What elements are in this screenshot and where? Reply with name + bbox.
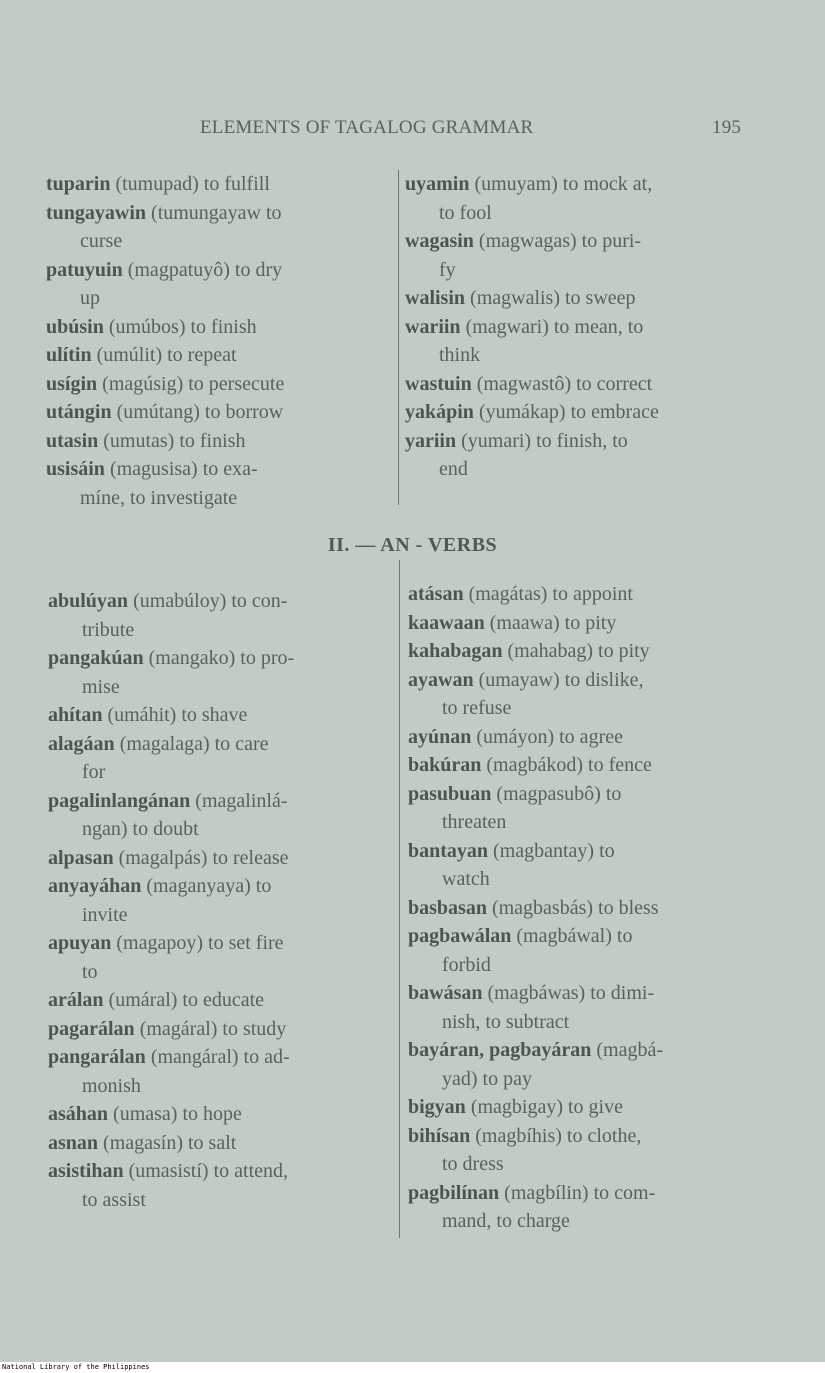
entry-line bbox=[405, 370, 765, 399]
entry-line bbox=[46, 199, 391, 228]
entry-line bbox=[48, 1100, 393, 1129]
entry-text: to bbox=[82, 960, 98, 983]
entry-text: to assist bbox=[82, 1188, 146, 1211]
entry-text: (umutas) to finish bbox=[98, 429, 246, 452]
headword: basbasan bbox=[408, 896, 487, 919]
entry-line bbox=[48, 1157, 393, 1186]
entry-text: (yumari) to finish, to bbox=[456, 429, 628, 452]
bottom-right-column bbox=[408, 580, 768, 1236]
entry-text: (maganyaya) to bbox=[141, 875, 272, 897]
entry-continuation-line bbox=[46, 284, 391, 313]
headword: bawásan bbox=[408, 982, 483, 1004]
entry-text: (magwalis) to sweep bbox=[465, 287, 636, 309]
entry-text: to refuse bbox=[442, 697, 512, 719]
entry-text: (magalaga) to care bbox=[114, 732, 269, 755]
entry-text: (magusisa) to exa- bbox=[104, 458, 258, 480]
headword: utángin bbox=[46, 401, 112, 423]
entry-text: (mangáral) to ad- bbox=[145, 1046, 290, 1068]
headword: pagbilínan bbox=[408, 1181, 500, 1204]
headword: bantayan bbox=[408, 839, 489, 862]
entry-text: (tumupad) to fulfill bbox=[110, 173, 270, 195]
entry-text: mise bbox=[82, 675, 120, 698]
entry-text: (magalpás) to release bbox=[113, 846, 289, 869]
entry-text: (magpasubô) to bbox=[491, 782, 622, 805]
entry-continuation-line bbox=[408, 694, 768, 723]
headword: usígin bbox=[46, 372, 98, 395]
entry-continuation-line bbox=[408, 1008, 768, 1037]
entry-line bbox=[46, 398, 391, 427]
entry-line bbox=[408, 751, 768, 780]
headword: alpasan bbox=[48, 846, 114, 869]
headword: ahítan bbox=[48, 704, 103, 726]
entry-text: yad) to pay bbox=[442, 1067, 532, 1090]
entry-text: fy bbox=[439, 258, 456, 281]
headword: kahabagan bbox=[408, 640, 503, 662]
running-title: ELEMENTS OF TAGALOG GRAMMAR bbox=[200, 117, 534, 138]
entry-text: nish, to subtract bbox=[442, 1010, 570, 1033]
headword: bihísan bbox=[408, 1124, 471, 1147]
headword: bayáran, pagbayáran bbox=[408, 1039, 592, 1061]
entry-line bbox=[408, 1036, 768, 1065]
headword: abulúyan bbox=[48, 590, 129, 612]
headword: pasubuan bbox=[408, 782, 492, 805]
entry-text: (magátas) to appoint bbox=[463, 583, 633, 605]
entry-continuation-line bbox=[48, 815, 393, 844]
entry-line bbox=[408, 1093, 768, 1122]
headword: wastuin bbox=[405, 372, 472, 395]
entry-text: (umúbos) to finish bbox=[103, 315, 257, 338]
entry-continuation-line bbox=[408, 1150, 768, 1179]
entry-continuation-line bbox=[46, 227, 391, 256]
entry-line bbox=[46, 170, 391, 199]
entry-text: (magapoy) to set fire bbox=[111, 932, 284, 954]
headword: arálan bbox=[48, 989, 104, 1011]
headword: pagalinlangánan bbox=[48, 789, 191, 812]
entry-text: (magbílin) to com- bbox=[499, 1181, 656, 1204]
entry-text: (magbáwas) to dimi- bbox=[482, 982, 655, 1004]
headword: wagasin bbox=[405, 230, 474, 252]
entry-text: for bbox=[82, 761, 106, 783]
headword: ubúsin bbox=[46, 315, 104, 338]
entry-text: end bbox=[439, 458, 468, 480]
headword: alagáan bbox=[48, 732, 115, 755]
entry-line bbox=[48, 1129, 393, 1158]
running-header bbox=[0, 112, 825, 142]
entry-continuation-line bbox=[408, 951, 768, 980]
entry-text: (magbá- bbox=[591, 1039, 664, 1061]
entry-line bbox=[405, 227, 765, 256]
entry-text: (magbasbás) to bless bbox=[486, 896, 659, 919]
entry-continuation-line bbox=[405, 455, 765, 484]
entry-continuation-line bbox=[48, 673, 393, 702]
entry-text: (umayaw) to dislike, bbox=[473, 668, 644, 691]
entry-line bbox=[408, 922, 768, 951]
entry-line bbox=[46, 427, 391, 456]
entry-line bbox=[408, 894, 768, 923]
entry-line bbox=[405, 398, 765, 427]
entry-line bbox=[48, 929, 393, 958]
entry-text: (umáyon) to agree bbox=[471, 725, 623, 748]
entry-text: curse bbox=[80, 230, 123, 252]
headword: tungayawin bbox=[46, 201, 147, 224]
entry-line bbox=[48, 587, 393, 616]
entry-text: (magbáwal) to bbox=[511, 925, 633, 947]
headword: yakápin bbox=[405, 401, 474, 423]
bottom-left-column bbox=[48, 587, 393, 1214]
headword: yariin bbox=[405, 429, 457, 452]
entry-line bbox=[405, 427, 765, 456]
entry-text: monish bbox=[82, 1074, 141, 1097]
headword: ayawan bbox=[408, 668, 474, 691]
entry-text: threaten bbox=[442, 811, 507, 833]
headword: ayúnan bbox=[408, 725, 472, 748]
entry-text: (magúsig) to persecute bbox=[97, 372, 285, 395]
entry-text: to fool bbox=[439, 201, 492, 224]
entry-continuation-line bbox=[408, 865, 768, 894]
headword: ulítin bbox=[46, 344, 92, 366]
entry-line bbox=[405, 170, 765, 199]
entry-text: tribute bbox=[82, 618, 135, 641]
entry-line bbox=[408, 979, 768, 1008]
entry-line bbox=[408, 1122, 768, 1151]
entry-text: (magpatuyô) to dry bbox=[122, 258, 283, 281]
entry-line bbox=[408, 780, 768, 809]
entry-text: (umasa) to hope bbox=[108, 1103, 242, 1125]
entry-text: (magwagas) to puri- bbox=[473, 230, 642, 252]
entry-text: watch bbox=[442, 868, 490, 890]
entry-text: (yumákap) to embrace bbox=[473, 401, 659, 423]
entry-text: (umuyam) to mock at, bbox=[469, 173, 653, 195]
section-heading: II. — AN - VERBS bbox=[327, 534, 498, 556]
entry-text: (umabúloy) to con- bbox=[128, 590, 288, 612]
headword: asistihan bbox=[48, 1160, 124, 1182]
top-right-column bbox=[405, 170, 765, 484]
entry-line bbox=[48, 644, 393, 673]
entry-line bbox=[408, 723, 768, 752]
entry-text: (umáhit) to shave bbox=[102, 704, 248, 726]
top-left-column bbox=[46, 170, 391, 512]
entry-text: invite bbox=[82, 903, 128, 926]
entry-continuation-line bbox=[405, 256, 765, 285]
entry-text: (magasín) to salt bbox=[98, 1131, 237, 1154]
headword: pangarálan bbox=[48, 1046, 146, 1068]
entry-text: (umasistí) to attend, bbox=[123, 1160, 289, 1182]
entry-text: mand, to charge bbox=[442, 1210, 570, 1232]
entry-continuation-line bbox=[408, 808, 768, 837]
entry-line bbox=[408, 1179, 768, 1208]
entry-text: (tumungayaw to bbox=[146, 201, 282, 224]
entry-text: (umúlit) to repeat bbox=[91, 344, 237, 366]
entry-continuation-line bbox=[405, 341, 765, 370]
entry-line bbox=[405, 284, 765, 313]
bottom-column-rule bbox=[399, 560, 400, 1238]
entry-text: míne, to investigate bbox=[80, 486, 238, 509]
entry-line bbox=[48, 1043, 393, 1072]
entry-text: (magbíhis) to clothe, bbox=[470, 1124, 642, 1147]
library-footer: National Library of the Philippines bbox=[0, 1362, 825, 1373]
page-number: 195 bbox=[712, 117, 742, 138]
entry-line bbox=[408, 837, 768, 866]
entry-continuation-line bbox=[48, 1186, 393, 1215]
entry-continuation-line bbox=[405, 199, 765, 228]
entry-text: (magbigay) to give bbox=[465, 1096, 623, 1118]
headword: atásan bbox=[408, 583, 464, 605]
entry-line bbox=[46, 370, 391, 399]
headword: pagarálan bbox=[48, 1017, 135, 1040]
headword: anyayáhan bbox=[48, 875, 142, 897]
headword: wariin bbox=[405, 315, 461, 338]
entry-line bbox=[408, 666, 768, 695]
entry-continuation-line bbox=[48, 758, 393, 787]
headword: pangakúan bbox=[48, 647, 144, 669]
headword: bigyan bbox=[408, 1096, 466, 1118]
entry-text: (mangako) to pro- bbox=[143, 647, 295, 669]
entry-line bbox=[408, 609, 768, 638]
entry-line bbox=[48, 701, 393, 730]
headword: asnan bbox=[48, 1131, 99, 1154]
entry-continuation-line bbox=[408, 1207, 768, 1236]
entry-line bbox=[48, 844, 393, 873]
entry-text: (magbantay) to bbox=[488, 839, 615, 862]
entry-line bbox=[46, 455, 391, 484]
entry-line bbox=[48, 1015, 393, 1044]
headword: apuyan bbox=[48, 932, 112, 954]
top-column-rule bbox=[398, 170, 399, 505]
entry-line bbox=[46, 313, 391, 342]
entry-text: forbid bbox=[442, 953, 491, 976]
entry-text: think bbox=[439, 344, 481, 366]
entry-line bbox=[46, 256, 391, 285]
entry-line bbox=[405, 313, 765, 342]
entry-continuation-line bbox=[48, 901, 393, 930]
entry-text: (magwastô) to correct bbox=[471, 372, 653, 395]
entry-line bbox=[48, 730, 393, 759]
entry-text: (umáral) to educate bbox=[103, 989, 265, 1011]
headword: tuparin bbox=[46, 173, 111, 195]
entry-continuation-line bbox=[48, 1072, 393, 1101]
headword: bakúran bbox=[408, 754, 482, 776]
entry-text: (magwari) to mean, to bbox=[460, 315, 644, 338]
entry-continuation-line bbox=[408, 1065, 768, 1094]
entry-line bbox=[48, 986, 393, 1015]
entry-text: (mahabag) to pity bbox=[502, 640, 650, 662]
entry-text: (magalinlá- bbox=[190, 789, 288, 812]
entry-text: to dress bbox=[442, 1153, 504, 1175]
entry-line bbox=[48, 872, 393, 901]
headword: walisin bbox=[405, 287, 466, 309]
headword: utasin bbox=[46, 429, 99, 452]
entry-line bbox=[408, 580, 768, 609]
headword: pagbawálan bbox=[408, 925, 512, 947]
entry-line bbox=[408, 637, 768, 666]
headword: asáhan bbox=[48, 1103, 109, 1125]
entry-text: up bbox=[80, 287, 100, 309]
entry-text: ngan) to doubt bbox=[82, 818, 199, 840]
entry-text: (maawa) to pity bbox=[484, 611, 617, 634]
headword: uyamin bbox=[405, 173, 470, 195]
entry-continuation-line bbox=[48, 958, 393, 987]
entry-continuation-line bbox=[48, 616, 393, 645]
headword: kaawaan bbox=[408, 611, 485, 634]
entry-text: (umútang) to borrow bbox=[111, 401, 284, 423]
headword: patuyuin bbox=[46, 258, 123, 281]
entry-line bbox=[46, 341, 391, 370]
entry-continuation-line bbox=[46, 484, 391, 513]
entry-line bbox=[48, 787, 393, 816]
entry-text: (magáral) to study bbox=[134, 1017, 287, 1040]
entry-text: (magbákod) to fence bbox=[481, 754, 652, 776]
headword: usisáin bbox=[46, 458, 105, 480]
